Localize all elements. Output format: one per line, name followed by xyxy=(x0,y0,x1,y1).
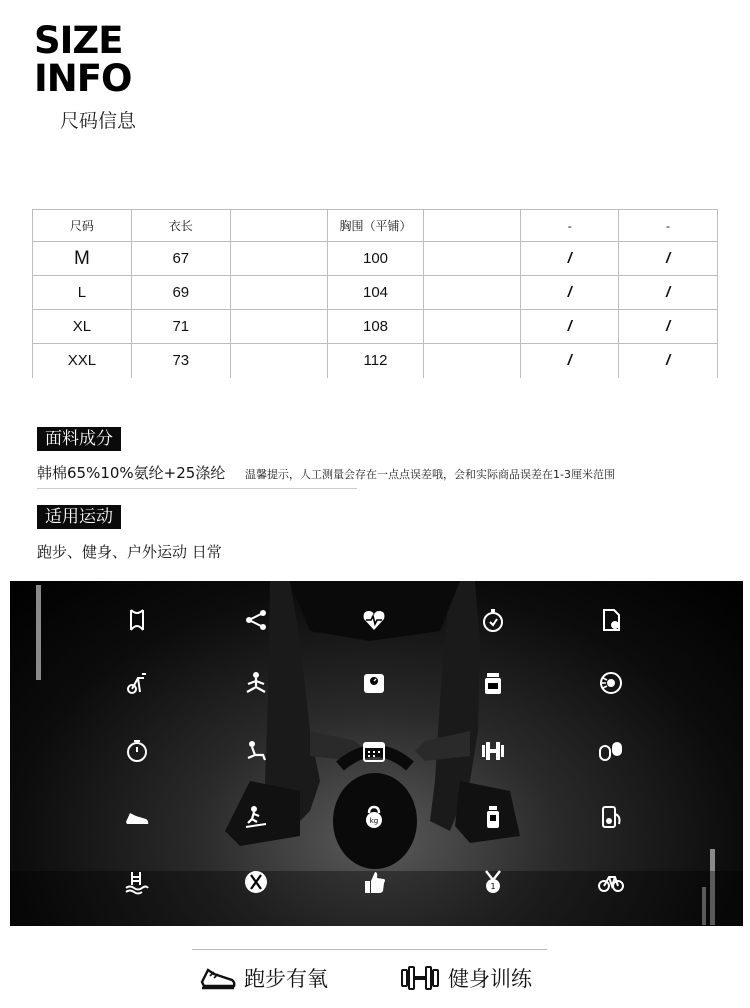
footer-training xyxy=(400,962,532,994)
exercise-bike-icon xyxy=(124,670,150,696)
title-size: SIZE xyxy=(34,19,123,62)
swimming-icon xyxy=(124,869,150,895)
table-row xyxy=(33,344,718,378)
table-cell: 67 xyxy=(131,242,230,276)
tape-measure-icon xyxy=(598,670,624,696)
table-cell: / xyxy=(619,276,718,310)
sneaker-icon xyxy=(200,964,236,992)
table-row xyxy=(33,310,718,344)
page-subtitle: 尺码信息 xyxy=(60,110,137,132)
bicycle-icon xyxy=(598,869,624,895)
situp-icon xyxy=(243,738,269,764)
table-cell: / xyxy=(521,310,619,344)
table-cell xyxy=(230,276,327,310)
table-row xyxy=(33,276,718,310)
footer-cardio-label: 跑步有氧 xyxy=(244,967,328,991)
table-cell: 71 xyxy=(131,310,230,344)
music-player-icon xyxy=(598,804,624,830)
sports-text: 跑步、健身、户外运动 日常 xyxy=(37,543,222,561)
stopwatch-icon xyxy=(480,607,506,633)
table-row xyxy=(33,242,718,276)
sneaker-icon xyxy=(124,804,150,830)
table-cell: 112 xyxy=(327,344,424,378)
pills-icon xyxy=(598,738,624,764)
table-cell: XXL xyxy=(33,344,132,378)
kettlebell-icon xyxy=(361,804,387,830)
measurement-note: 温馨提示，人工测量会存在一点点误差哦，会和实际商品误差在1-3厘米范围 xyxy=(245,468,615,481)
diet-icon xyxy=(243,869,269,895)
medal-icon xyxy=(480,869,506,895)
footer-divider xyxy=(192,949,547,950)
table-cell xyxy=(424,242,521,276)
table-header-row xyxy=(33,210,718,242)
size-table xyxy=(32,209,718,378)
sports-label: 适用运动 xyxy=(37,505,121,529)
table-cell: M xyxy=(33,242,132,276)
fabric-composition: 韩棉65%10%氨纶+25涤纶 xyxy=(37,464,226,482)
yoga-icon xyxy=(243,670,269,696)
calendar-icon xyxy=(361,738,387,764)
divider xyxy=(37,488,357,489)
table-cell xyxy=(230,344,327,378)
table-cell xyxy=(230,310,327,344)
table-cell: 73 xyxy=(131,344,230,378)
table-cell: / xyxy=(521,344,619,378)
timer-icon xyxy=(124,738,150,764)
table-cell xyxy=(424,276,521,310)
dumbbell-icon xyxy=(480,738,506,764)
table-cell: XL xyxy=(33,310,132,344)
table-cell: L xyxy=(33,276,132,310)
thumbs-up-icon xyxy=(361,869,387,895)
footer-cardio xyxy=(200,962,328,994)
treadmill-icon xyxy=(243,804,269,830)
table-cell: / xyxy=(619,310,718,344)
table-header-cell: 衣长 xyxy=(131,210,230,242)
water-bottle-icon xyxy=(480,804,506,830)
table-header-cell xyxy=(424,210,521,242)
table-cell xyxy=(424,344,521,378)
share-icon xyxy=(243,607,269,633)
footer-training-label: 健身训练 xyxy=(448,967,532,991)
scale-icon xyxy=(361,670,387,696)
table-header-cell: 尺码 xyxy=(33,210,132,242)
apple-document-icon xyxy=(598,607,624,633)
svg-text:kg: kg xyxy=(369,817,379,825)
table-cell: 108 xyxy=(327,310,424,344)
table-cell: / xyxy=(619,344,718,378)
waist-icon xyxy=(124,607,150,633)
table-cell xyxy=(230,242,327,276)
table-cell: 69 xyxy=(131,276,230,310)
fabric-label: 面料成分 xyxy=(37,427,121,451)
dumbbell-icon xyxy=(400,964,440,992)
table-cell: / xyxy=(619,242,718,276)
heart-rate-icon xyxy=(361,607,387,633)
table-header-cell: - xyxy=(619,210,718,242)
table-cell: 100 xyxy=(327,242,424,276)
table-cell: / xyxy=(521,276,619,310)
table-cell: / xyxy=(521,242,619,276)
table-header-cell xyxy=(230,210,327,242)
title-info: INFO xyxy=(34,57,132,100)
supplement-bottle-icon xyxy=(480,670,506,696)
table-header-cell: - xyxy=(521,210,619,242)
table-cell: 104 xyxy=(327,276,424,310)
table-header-cell: 胸围（平铺） xyxy=(327,210,424,242)
svg-text:1: 1 xyxy=(490,882,496,891)
table-cell xyxy=(424,310,521,344)
